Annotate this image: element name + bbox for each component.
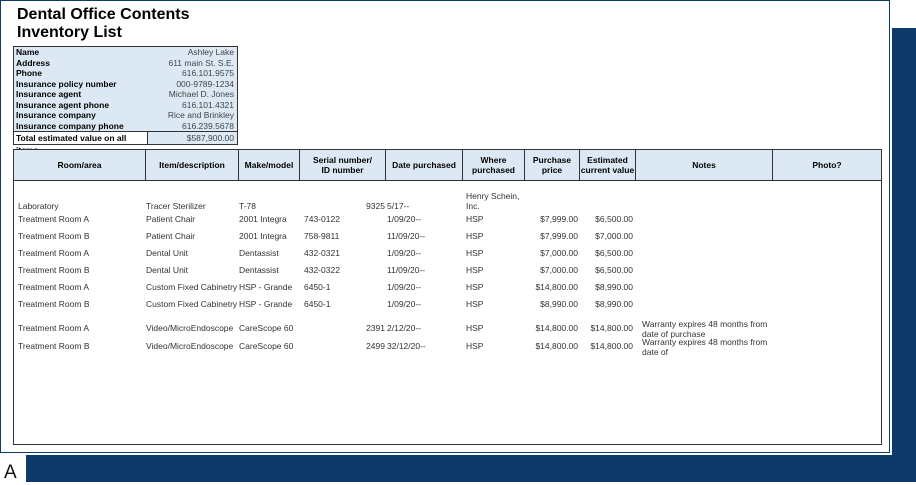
cell-date: 1/09/20-- <box>387 214 422 224</box>
cell-notes: Warranty expires 48 months from date of purchase <box>642 319 768 339</box>
cell-model: 2001 Integra <box>239 214 287 224</box>
column-header: Purchase price <box>525 150 580 180</box>
cell-price: $7,000.00 <box>540 265 578 275</box>
cell-room: Treatment Room A <box>18 282 90 292</box>
info-value: Ashley Lake <box>187 47 234 57</box>
cell-price: $7,999.00 <box>540 231 578 241</box>
cell-date: 11/09/20-- <box>387 231 426 241</box>
column-header: Room/area <box>14 150 146 180</box>
cell-room: Treatment Room A <box>18 214 90 224</box>
info-row <box>14 89 237 100</box>
cell-serial: 758-9811 <box>304 231 340 241</box>
cell-date: 32/12/20-- <box>387 341 426 351</box>
cell-model: T-78 <box>239 201 257 211</box>
cell-model: CareScope 60 <box>239 323 294 333</box>
cell-model: CareScope 60 <box>239 341 294 351</box>
column-header: Estimated current value <box>580 150 636 180</box>
cell-room: Treatment Room B <box>18 265 90 275</box>
cell-room: Treatment Room B <box>18 341 90 351</box>
info-value: 616.239.5678 <box>182 120 234 131</box>
column-header: Date purchased <box>386 150 463 180</box>
cell-where: HSP <box>466 265 484 275</box>
cell-model: HSP - Grande <box>239 299 293 309</box>
cell-where: HSP <box>466 299 484 309</box>
document-title <box>17 6 189 42</box>
info-label: Phone <box>16 68 42 78</box>
navy-frame-bottom <box>26 455 916 482</box>
info-label: Insurance company phone <box>16 120 124 131</box>
cell-date: 2/12/20-- <box>387 323 422 333</box>
cell-where: HSP <box>466 341 484 351</box>
cell-current-value: $7,000.00 <box>595 231 633 241</box>
cell-room: Treatment Room B <box>18 231 90 241</box>
cell-current-value: $14,800.00 <box>590 341 633 351</box>
column-header: Item/description <box>146 150 239 180</box>
cell-notes: Warranty expires 48 months from date of <box>642 337 768 357</box>
column-header: Notes <box>636 150 773 180</box>
info-label: Insurance policy number <box>16 78 117 89</box>
info-value: Michael D. Jones <box>168 89 234 99</box>
total-value: $587,900.00 <box>148 132 237 144</box>
cell-item: Patient Chair <box>146 214 196 224</box>
info-label: Address <box>16 57 51 68</box>
cell-where: HSP <box>466 231 484 241</box>
total-label: Total estimated value on all <box>14 132 148 144</box>
owner-info-box <box>13 46 238 145</box>
navy-frame-right <box>892 28 916 482</box>
column-header: Serial number/ ID number <box>300 150 386 180</box>
cell-current-value: $8,990.00 <box>595 282 633 292</box>
cell-price: $14,800.00 <box>535 282 578 292</box>
info-row <box>14 47 237 58</box>
cell-date: 1/09/20-- <box>387 282 422 292</box>
cell-price: $14,800.00 <box>535 323 578 333</box>
cell-serial: 2499 <box>366 341 385 351</box>
cell-where: HSP <box>466 323 484 333</box>
cell-price: $14,800.00 <box>535 341 578 351</box>
column-header: Photo? <box>812 160 842 170</box>
cell-where: Henry Schein, Inc. <box>466 191 520 211</box>
cell-price: $7,000.00 <box>540 248 578 258</box>
cell-serial: 743-0122 <box>304 214 340 224</box>
info-row <box>14 79 237 90</box>
cell-serial: 432-0321 <box>304 248 340 258</box>
info-label: Name <box>16 47 40 57</box>
cell-serial: 6450-1 <box>304 299 331 309</box>
cell-model: HSP - Grande <box>239 282 293 292</box>
info-value: 616.101.9575 <box>182 68 234 78</box>
title-line-1: Dental Office Contents <box>17 6 190 23</box>
cell-item: Video/MicroEndoscope <box>146 323 234 333</box>
info-value: 000-9789-1234 <box>176 78 234 89</box>
cell-where: HSP <box>466 282 484 292</box>
cell-serial: 6450-1 <box>304 282 331 292</box>
cell-room: Treatment Room A <box>18 248 90 258</box>
info-label: Insurance agent <box>16 89 82 99</box>
cell-date: 1/09/20-- <box>387 248 422 258</box>
column-header: Where purchased <box>463 150 525 180</box>
cell-model: Dentassist <box>239 248 279 258</box>
cell-where: HSP <box>466 214 484 224</box>
cell-item: Custom Fixed Cabinetry <box>146 282 238 292</box>
cell-where: HSP <box>466 248 484 258</box>
cell-serial: 9325 <box>366 201 385 211</box>
cell-room: Treatment Room A <box>18 323 90 333</box>
info-value: 611 main St. S.E. <box>168 57 234 68</box>
info-row <box>14 68 237 79</box>
title-line-2: Inventory List <box>17 24 122 41</box>
cell-date: 1/09/20-- <box>387 299 422 309</box>
cell-item: Dental Unit <box>146 265 189 275</box>
cell-date: 5/17-- <box>387 201 410 211</box>
figure-label: A <box>4 462 17 483</box>
inventory-table <box>13 149 882 445</box>
info-row <box>14 110 237 121</box>
cell-item: Custom Fixed Cabinetry <box>146 299 238 309</box>
cell-date: 11/09/20-- <box>387 265 426 275</box>
info-row <box>14 121 237 132</box>
cell-room: Laboratory <box>18 201 59 211</box>
cell-current-value: $6,500.00 <box>595 248 633 258</box>
cell-price: $8,990.00 <box>540 299 578 309</box>
info-label: Insurance company <box>16 110 96 120</box>
cell-current-value: $6,500.00 <box>595 214 633 224</box>
info-value: Rice and Brinkley <box>167 110 234 120</box>
cell-price: $7,999.00 <box>540 214 578 224</box>
cell-model: Dentassist <box>239 265 279 275</box>
cell-item: Tracer Sterilizer <box>146 201 206 211</box>
cell-current-value: $14,800.00 <box>590 323 633 333</box>
cell-current-value: $8,990.00 <box>595 299 633 309</box>
cell-item: Patient Chair <box>146 231 196 241</box>
cell-room: Treatment Room B <box>18 299 90 309</box>
column-header: Make/model <box>239 150 300 180</box>
cell-model: 2001 Integra <box>239 231 287 241</box>
cell-serial: 432-0322 <box>304 265 340 275</box>
cell-serial: 2391 <box>366 323 385 333</box>
info-label: Insurance agent phone <box>16 99 110 110</box>
cell-item: Dental Unit <box>146 248 189 258</box>
cell-current-value: $6,500.00 <box>595 265 633 275</box>
info-value: 616.101.4321 <box>182 99 234 110</box>
info-row <box>14 58 237 69</box>
table-header <box>14 150 881 181</box>
info-row <box>14 100 237 111</box>
cell-item: Video/MicroEndoscope <box>146 341 234 351</box>
total-value-row <box>14 131 237 144</box>
